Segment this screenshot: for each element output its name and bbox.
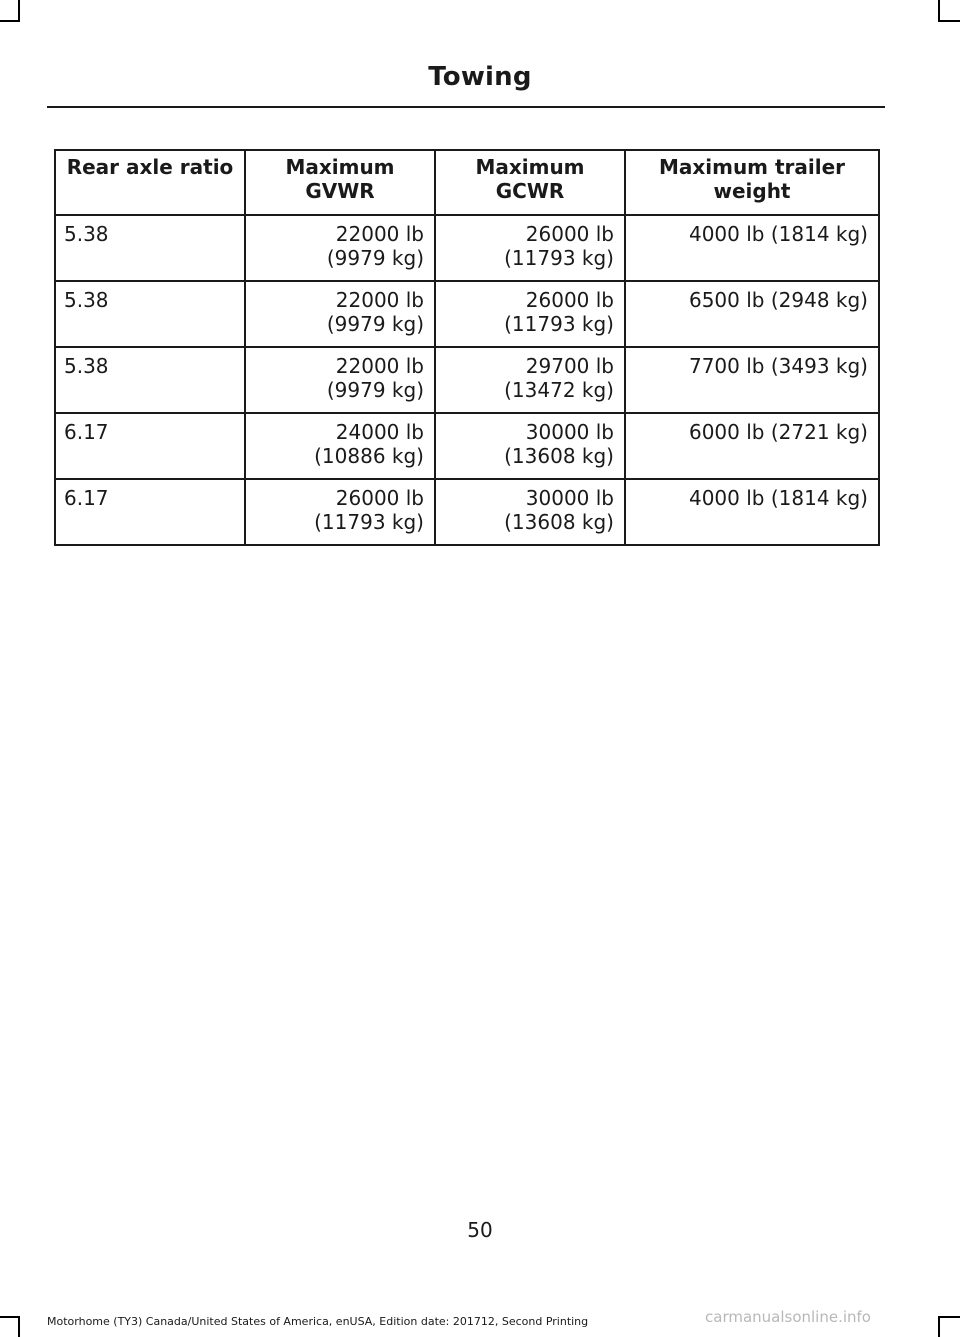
cell-lb: 22000 lb [335, 222, 424, 246]
header-rear-axle-ratio [55, 150, 245, 215]
towing-spec-table [54, 149, 880, 546]
cell-kg: (13608 kg) [504, 510, 614, 534]
footer-text: Motorhome (TY3) Canada/United States of America, enUSA, Edition date: 201712, Second Printing [47, 1315, 589, 1328]
cell-gvwr [245, 479, 435, 545]
crop-mark-bottom-left-v [18, 1316, 20, 1337]
header-line: Maximum [285, 155, 395, 179]
header-line: ratio [179, 155, 234, 179]
cell-lb: 29700 lb [525, 354, 614, 378]
table-row [55, 281, 879, 347]
cell-kg: (13608 kg) [504, 444, 614, 468]
crop-mark-bottom-right-h [938, 1316, 960, 1318]
cell-lb: 26000 lb [525, 222, 614, 246]
crop-mark-bottom-right-v [938, 1316, 940, 1337]
cell-trailer-weight: 6500 lb (2948 kg) [625, 281, 879, 347]
header-line: weight [713, 179, 791, 203]
cell-gvwr [245, 215, 435, 281]
cell-gvwr [245, 347, 435, 413]
header-line: Maximum [475, 155, 585, 179]
cell-lb: 30000 lb [525, 420, 614, 444]
cell-lb: 22000 lb [335, 288, 424, 312]
cell-trailer-weight: 6000 lb (2721 kg) [625, 413, 879, 479]
header-max-trailer-weight [625, 150, 879, 215]
table-row [55, 215, 879, 281]
table-body [55, 215, 879, 545]
cell-gcwr [435, 215, 625, 281]
cell-gvwr [245, 413, 435, 479]
cell-lb: 22000 lb [335, 354, 424, 378]
cell-ratio: 5.38 [55, 281, 245, 347]
title-divider [47, 106, 885, 108]
cell-trailer-weight: 7700 lb (3493 kg) [625, 347, 879, 413]
cell-ratio: 5.38 [55, 215, 245, 281]
cell-gcwr [435, 281, 625, 347]
cell-lb: 24000 lb [335, 420, 424, 444]
header-line: GCWR [495, 179, 565, 203]
header-line: GVWR [305, 179, 375, 203]
table-header [55, 150, 879, 215]
table-row [55, 413, 879, 479]
cell-gvwr [245, 281, 435, 347]
cell-kg: (11793 kg) [504, 246, 614, 270]
crop-mark-top-left-v [18, 0, 20, 22]
cell-lb: 30000 lb [525, 486, 614, 510]
header-max-gvwr [245, 150, 435, 215]
cell-gcwr [435, 347, 625, 413]
cell-gcwr [435, 413, 625, 479]
header-max-gcwr [435, 150, 625, 215]
header-row [55, 150, 879, 215]
cell-kg: (9979 kg) [326, 312, 424, 336]
cell-lb: 26000 lb [525, 288, 614, 312]
cell-ratio: 6.17 [55, 479, 245, 545]
page-title: Towing [428, 62, 532, 92]
header-line: Rear axle [66, 155, 173, 179]
cell-kg: (9979 kg) [326, 378, 424, 402]
cell-trailer-weight: 4000 lb (1814 kg) [625, 479, 879, 545]
cell-ratio: 5.38 [55, 347, 245, 413]
cell-kg: (11793 kg) [504, 312, 614, 336]
table-row [55, 347, 879, 413]
cell-trailer-weight: 4000 lb (1814 kg) [625, 215, 879, 281]
cell-kg: (13472 kg) [504, 378, 614, 402]
watermark: carmanualsonline.info [705, 1308, 871, 1326]
cell-kg: (10886 kg) [314, 444, 424, 468]
crop-mark-top-left-h [0, 20, 20, 22]
page-number: 50 [467, 1218, 493, 1242]
crop-mark-bottom-left-h [0, 1316, 20, 1318]
cell-ratio: 6.17 [55, 413, 245, 479]
cell-gcwr [435, 479, 625, 545]
header-line: Maximum trailer [658, 155, 846, 179]
table-row [55, 479, 879, 545]
cell-kg: (11793 kg) [314, 510, 424, 534]
crop-mark-top-right-h [938, 20, 960, 22]
crop-mark-top-right-v [938, 0, 940, 22]
cell-kg: (9979 kg) [326, 246, 424, 270]
cell-lb: 26000 lb [335, 486, 424, 510]
